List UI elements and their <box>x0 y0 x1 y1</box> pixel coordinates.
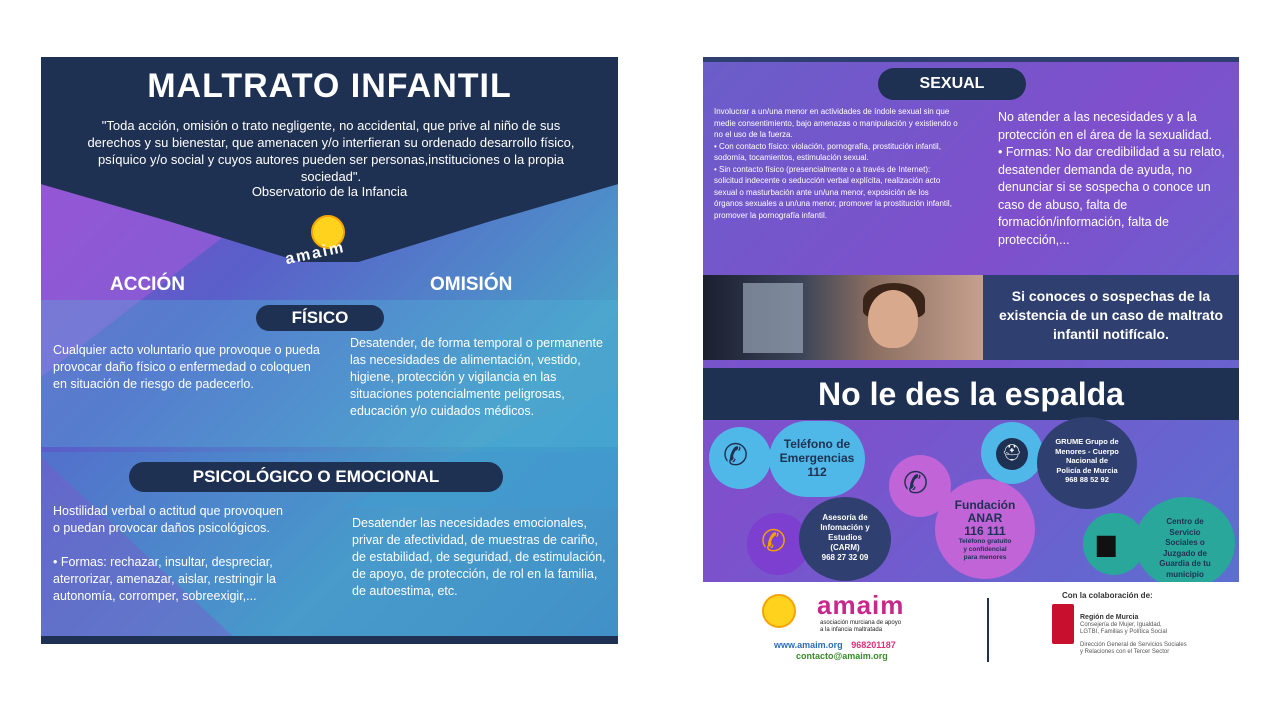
contact-line: Teléfono gratuito <box>958 538 1012 545</box>
notice-panel <box>983 275 1239 360</box>
contact-line: Guardia de tu <box>1159 559 1211 568</box>
contact-social-text <box>1141 517 1229 580</box>
phone-icon: ✆ <box>903 467 929 500</box>
contact-line: Juzgado de <box>1162 548 1207 558</box>
amaim-subtitle <box>820 620 901 634</box>
contact-line: Infomación y <box>820 523 870 532</box>
sexual-accion-contact: • Con contacto físico: violación, pornografía, prostitución infantil, sodomía, tocamientos, estimulación sexual. <box>714 141 941 162</box>
omision-heading: OMISIÓN <box>430 274 513 295</box>
contact-line: municipio <box>1166 569 1204 579</box>
contact-grume <box>1037 417 1137 509</box>
direccion <box>1080 642 1187 656</box>
contact-line: y confidencial <box>963 546 1007 553</box>
fisico-title: FÍSICO <box>256 305 384 331</box>
accion-heading: ACCIÓN <box>110 274 185 295</box>
poster-title: MALTRATO INFANTIL <box>147 67 512 105</box>
contact-line: Teléfono de <box>783 437 851 451</box>
notice-text: Si conoces o sospechas de la existencia de un caso de maltrato infantil notifícalo. <box>998 288 1224 342</box>
contact-line: para menores <box>963 554 1007 561</box>
phone-icon: ✆ <box>761 525 787 558</box>
direccion-line: Dirección General de Servicios Sociales <box>1080 642 1187 648</box>
police-cap-icon: ⛑ <box>996 438 1028 470</box>
contact-112-text <box>769 437 865 479</box>
sexual-accion-block <box>714 106 959 221</box>
contact-line: Servicio <box>1169 527 1201 537</box>
direccion-line: y Relaciones con el Tercer Sector <box>1080 649 1170 655</box>
psico-accion-forms: • Formas: rechazar, insultar, despreciar, aterrorizar, amenazar, aislar, restringir la autonomía, corromper, sobreexigir,... <box>53 555 277 603</box>
amaim-logo: amaim <box>283 238 347 269</box>
right-poster <box>703 57 1239 582</box>
contact-line: Policía de Murcia <box>1056 465 1118 475</box>
sexual-omision-forms: • Formas: No dar credibilidad a su relato, desatender demanda de ayuda, no denunciar si se sospecha o conoce un caso de abuso, falta de formación/información, falta de protección,... <box>998 145 1225 247</box>
window-shape <box>743 283 803 353</box>
contact-line: 968 88 52 92 <box>1065 475 1109 484</box>
top-band <box>703 57 1239 62</box>
contact-112 <box>769 421 865 497</box>
left-poster <box>41 57 618 644</box>
slogan-band <box>703 368 1239 420</box>
divider <box>987 598 989 662</box>
contact-line: (CARM) <box>830 543 860 552</box>
phone-icon: ✆ <box>723 439 749 472</box>
amaim-sun-icon <box>762 594 796 628</box>
consejeria-line: Consejería de Mujer, Igualdad, <box>1080 622 1162 628</box>
police-circle <box>981 422 1043 484</box>
contact-line: 968 27 32 09 <box>821 553 869 562</box>
child-photo <box>703 275 983 360</box>
psico-omision-text: Desatender las necesidades emocionales, privar de afectividad, de muestras de cariño, de estabilidad, de seguridad, de estimulación, de apoyo, de protección, de rol en la familia, de autoestima, etc. <box>352 516 606 598</box>
sexual-omision-text: No atender a las necesidades y a la protección en el área de la sexualidad. <box>998 110 1213 142</box>
contact-line: Fundación <box>954 498 1016 512</box>
quote-source: Observatorio de la Infancia <box>251 184 408 199</box>
region-name: Región de Murcia <box>1080 614 1139 621</box>
bottom-band <box>41 636 618 644</box>
email-link[interactable]: contacto@amaim.org <box>796 651 888 661</box>
face-shape <box>868 290 918 348</box>
contact-line: 112 <box>807 465 827 479</box>
collab-label: Con la colaboración de: <box>1062 591 1153 600</box>
subtitle-line: asociación murciana de apoyo <box>820 620 902 626</box>
contact-carm <box>799 497 891 581</box>
contact-line: Menores - Cuerpo <box>1055 446 1119 456</box>
contact-line: GRUME Grupo de <box>1055 437 1119 446</box>
contact-grume-text <box>1043 437 1131 485</box>
contact-line: Estudios <box>828 533 862 542</box>
website-link[interactable]: www.amaim.org <box>774 640 843 650</box>
chat-bubbles-icon: ▆ <box>1097 530 1116 557</box>
psico-title: PSICOLÓGICO O EMOCIONAL <box>129 462 503 492</box>
contact-social <box>1135 497 1235 582</box>
consejeria <box>1080 622 1167 636</box>
fisico-accion-text: Cualquier acto voluntario que provoque o pueda provocar daño físico o enfermedad o coloquen en situación de riesgo de padecerlo. <box>53 343 320 391</box>
phone-circle <box>709 427 771 489</box>
consejeria-line: LGTBI, Familias y Política Social <box>1080 629 1168 635</box>
sexual-accion-nocontact: • Sin contacto físico (presencialmente o a través de Internet): solicitud indecente o seducción verbal explícita, realización acto sexual o masturbación ante un/una menor, exposición de los órganos sexuales a un/una menor, promover la prostitución infantil, promover la pornografía infantil. <box>714 164 952 220</box>
contact-line: Sociales o <box>1165 538 1205 547</box>
sexual-accion-text: Involucrar a un/una menor en actividades de índole sexual sin que medie consentimiento, bajo amenazas o manipulación y existiendo o no el uso de la fuerza. <box>714 107 958 139</box>
contact-line: 116 111 <box>964 524 1006 538</box>
contact-line-web <box>774 640 896 650</box>
sexual-omision-block <box>998 109 1233 249</box>
psico-accion-text: Hostilidad verbal o actitud que provoquen o puedan provocar daños psicológicos. <box>53 504 284 535</box>
contact-anar <box>935 479 1035 579</box>
definition-quote: "Toda acción, omisión o trato negligente, no accidental, que prive al niño de sus derechos y su bienestar, que amenacen y/o interfieran su ordenado desarrollo físico, psíquico y/o social y cuyos autores pueden ser personas,instituciones o la propia sociedad". <box>87 118 575 184</box>
amaim-logo: amaim <box>817 590 905 620</box>
fisico-omision-text: Desatender, de forma temporal o permanente las necesidades de alimentación, vestido, higiene, protección y vigilancia en las situaciones potencialmente peligrosas, educación y/o cuidados médicos. <box>350 336 603 418</box>
sexual-title: SEXUAL <box>878 68 1026 100</box>
subtitle-line: a la infancia maltratada <box>820 627 883 633</box>
contact-line: ANAR <box>967 511 1003 525</box>
contact-line: Nacional de <box>1065 456 1109 465</box>
phone-number: 968201187 <box>851 640 896 650</box>
contact-carm-text <box>803 513 887 563</box>
contact-line: Centro de <box>1166 517 1204 526</box>
slogan-text: No le des la espalda <box>818 376 1124 412</box>
contact-line: Emergencias <box>779 451 855 465</box>
region-shield-icon <box>1052 604 1074 644</box>
contact-line: Asesoría de <box>822 513 868 522</box>
contact-anar-text <box>939 499 1031 562</box>
